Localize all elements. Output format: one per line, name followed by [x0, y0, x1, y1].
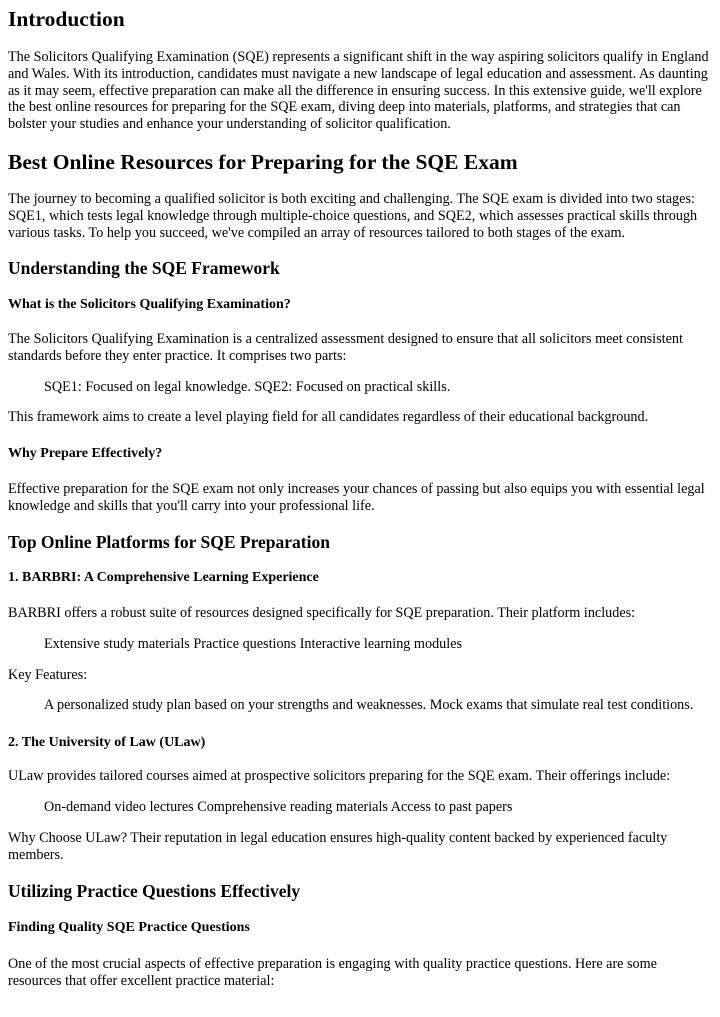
what-is-sqe-paragraph: The Solicitors Qualifying Examination is a centralized assessment designed to ensure that all solicitors meet consistent standards before they enter practice. It comprises two parts:	[8, 331, 683, 364]
what-is-sqe-heading: What is the Solicitors Qualifying Examination?	[8, 297, 291, 312]
barbri-heading: 1. BARBRI: A Comprehensive Learning Experience	[8, 570, 319, 585]
key-features-list: A personalized study plan based on your strengths and weaknesses. Mock exams that simulate real test conditions.	[44, 697, 694, 713]
main-paragraph: The journey to becoming a qualified solicitor is both exciting and challenging. The SQE exam is divided into two stages: SQE1, which tests legal knowledge through multiple-choice questions, and SQE2, which assesses practical skills through various tasks. To help you succeed, we've compiled an array of resources tailored to both stages of the exam.	[8, 191, 698, 241]
barbri-list: Extensive study materials Practice questions Interactive learning modules	[44, 636, 463, 652]
framework-heading: Understanding the SQE Framework	[8, 258, 280, 278]
intro-heading: Introduction	[8, 7, 125, 31]
barbri-paragraph: BARBRI offers a robust suite of resources designed specifically for SQE preparation. Their platform includes:	[8, 605, 636, 621]
framework-paragraph: This framework aims to create a level playing field for all candidates regardless of their educational background.	[8, 409, 649, 425]
ulaw-heading: 2. The University of Law (ULaw)	[8, 735, 206, 750]
why-prepare-heading: Why Prepare Effectively?	[8, 446, 163, 461]
ulaw-list: On-demand video lectures Comprehensive reading materials Access to past papers	[44, 799, 513, 815]
finding-questions-paragraph: One of the most crucial aspects of effective preparation is engaging with quality practice questions. Here are some resources that offer excellent practice material:	[8, 956, 657, 989]
key-features-label: Key Features:	[8, 667, 88, 683]
platforms-heading: Top Online Platforms for SQE Preparation	[8, 532, 330, 552]
ulaw-paragraph: ULaw provides tailored courses aimed at prospective solicitors preparing for the SQE exam. Their offerings include:	[8, 768, 671, 784]
sqe-parts-list: SQE1: Focused on legal knowledge. SQE2: Focused on practical skills.	[44, 379, 451, 395]
why-prepare-paragraph: Effective preparation for the SQE exam not only increases your chances of passing but also equips you with essential legal knowledge and skills that you'll carry into your professional life.	[8, 481, 705, 514]
practice-heading: Utilizing Practice Questions Effectively	[8, 881, 301, 901]
ulaw-why-paragraph: Why Choose ULaw? Their reputation in legal education ensures high-quality content backed by experienced faculty members.	[8, 830, 668, 863]
intro-paragraph: The Solicitors Qualifying Examination (SQE) represents a significant shift in the way aspiring solicitors qualify in England and Wales. With its introduction, candidates must navigate a new landscape of legal education and assessment. As daunting as it may seem, effective preparation can make all the difference in ensuring success. In this extensive guide, we'll explore the best online resources for preparing for the SQE exam, diving deep into materials, platforms, and strategies that can bolster your studies and enhance your understanding of solicitor qualification.	[8, 49, 709, 133]
main-heading: Best Online Resources for Preparing for the SQE Exam	[8, 150, 518, 174]
finding-questions-heading: Finding Quality SQE Practice Questions	[8, 920, 250, 935]
